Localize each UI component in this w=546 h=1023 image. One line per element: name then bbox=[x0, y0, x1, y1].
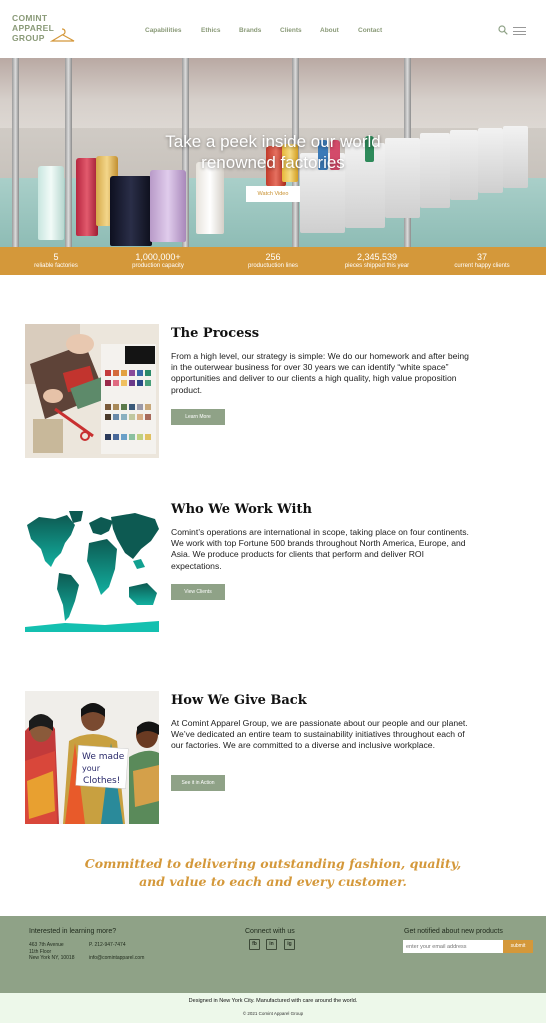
footer-notify-heading: Get notified about new products bbox=[404, 928, 503, 935]
nav-about[interactable]: About bbox=[320, 27, 339, 34]
footer-address: 463 7th Avenue 11th Floor New York NY, 10018 bbox=[29, 942, 75, 961]
tagline-line-2: and value to each and every customer. bbox=[139, 874, 407, 889]
footer-bottom-bar bbox=[0, 993, 546, 1023]
footer-connect-heading: Connect with us bbox=[245, 928, 295, 935]
nav-clients[interactable]: Clients bbox=[280, 27, 302, 34]
hero-title-line-1: Take a peek inside our world bbox=[165, 132, 381, 151]
sign-text-line-2: your bbox=[82, 764, 100, 773]
hero-banner bbox=[0, 58, 546, 247]
stat-factories: 5 reliable factories bbox=[34, 252, 78, 269]
copyright: © 2021 Comint Apparel Group bbox=[242, 1011, 304, 1016]
give-back-text: At Comint Apparel Group, we are passionate about our people and our planet. We’ve dedicated an entire team to sustainability initiatives throughout each of our factories. We are committed to a diverse and inclusive workplace. bbox=[171, 718, 468, 751]
view-clients-button[interactable]: View Clients bbox=[171, 584, 225, 600]
nav-contact[interactable]: Contact bbox=[358, 27, 383, 34]
nav-brands[interactable]: Brands bbox=[239, 27, 262, 34]
stat-lines: 256 productuction lines bbox=[247, 252, 299, 269]
facebook-icon[interactable]: fb bbox=[249, 939, 260, 950]
footer-tagline: Designed in New York City. Manufactured with care around the world. bbox=[188, 998, 358, 1004]
site-header bbox=[0, 0, 546, 58]
hanger-icon bbox=[50, 27, 76, 43]
linkedin-icon[interactable]: in bbox=[266, 939, 277, 950]
footer-phone[interactable]: P. 212-947-7474 bbox=[89, 942, 126, 948]
nav-capabilities[interactable]: Capabilities bbox=[145, 27, 182, 34]
give-back-title: How We Give Back bbox=[171, 693, 307, 708]
sign-text-line-3: Clothes! bbox=[83, 776, 121, 786]
stat-capacity: 1,000,000+ production capacity bbox=[132, 252, 184, 269]
search-icon[interactable] bbox=[498, 25, 508, 35]
footer-email-link[interactable]: info@comintapparel.com bbox=[89, 955, 145, 961]
logo-line-1: COMINT bbox=[12, 13, 48, 23]
world-map-image bbox=[25, 509, 159, 632]
hamburger-menu-icon[interactable] bbox=[513, 27, 526, 35]
instagram-icon[interactable]: ig bbox=[284, 939, 295, 950]
logo-line-2: APPAREL bbox=[12, 23, 55, 33]
workers-photo bbox=[25, 691, 159, 824]
work-with-title: Who We Work With bbox=[171, 502, 312, 517]
process-text: From a high level, our strategy is simple: We do our homework and after being in the outerwear business for over 30 years we can identify “white space” opportunities and deliver to our clients a high quality, high value proposition product. bbox=[171, 351, 469, 395]
footer-interested-heading: Interested in learning more? bbox=[29, 928, 117, 935]
newsletter-email-input[interactable] bbox=[403, 940, 503, 953]
work-with-text: Comint’s operations are international in scope, taking place on four continents. We work with top Fortune 500 brands throughout North America, Europe, and Asia. We produce products for clients that perform and deliver ROI expectations. bbox=[171, 527, 469, 571]
hero-title-line-2: renowned factories bbox=[201, 153, 345, 172]
newsletter-submit-button[interactable]: submit bbox=[503, 940, 533, 953]
learn-more-button[interactable]: Learn More bbox=[171, 409, 225, 425]
comint-logo[interactable] bbox=[12, 13, 72, 43]
see-in-action-button[interactable]: See it in Action bbox=[171, 775, 225, 791]
logo-line-3: GROUP bbox=[12, 33, 45, 43]
nav-ethics[interactable]: Ethics bbox=[201, 27, 221, 34]
stat-clients: 37 current happy clients bbox=[454, 252, 510, 269]
sign-text-line-1: We made bbox=[82, 752, 125, 762]
tagline-line-1: Committed to delivering outstanding fashion, quality, bbox=[84, 856, 462, 871]
watch-video-button[interactable]: Watch Video bbox=[246, 186, 300, 202]
stats-bar bbox=[0, 247, 546, 275]
process-image bbox=[25, 324, 159, 458]
process-title: The Process bbox=[171, 326, 260, 341]
stat-shipped: 2,345,539 pieces shipped this year bbox=[344, 252, 410, 269]
